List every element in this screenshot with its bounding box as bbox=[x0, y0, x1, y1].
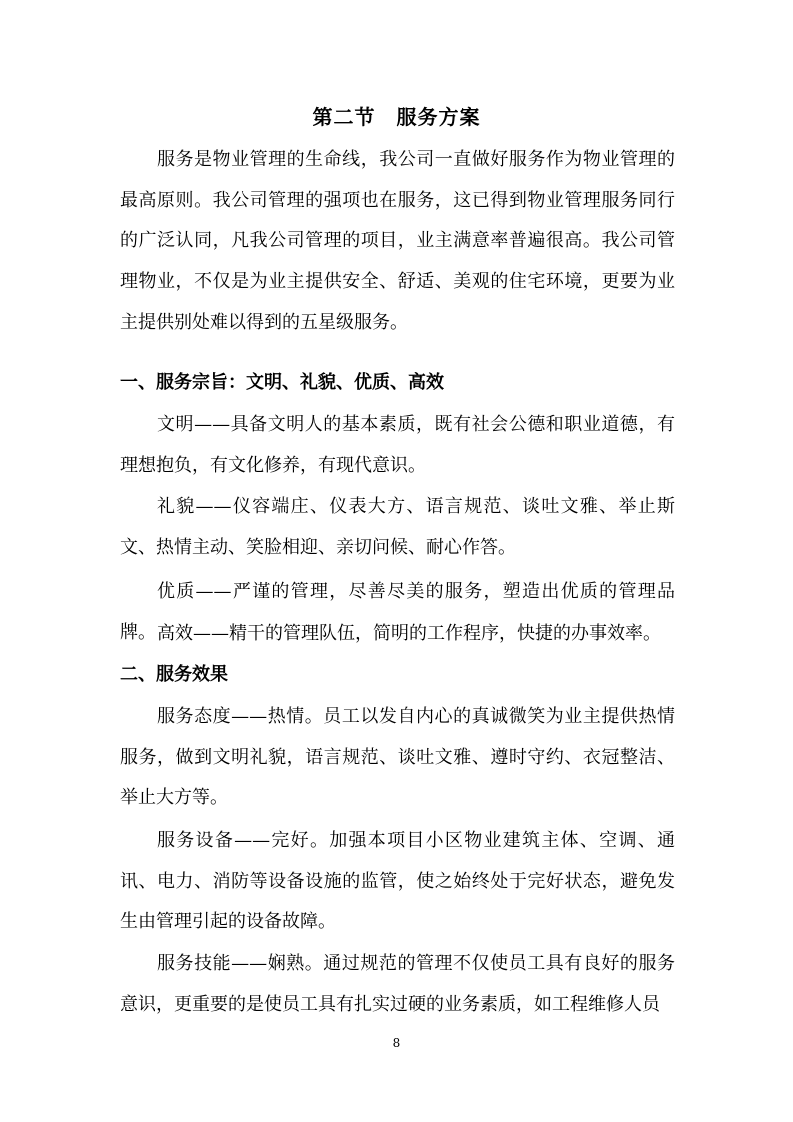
purpose-item-quality: 优质——严谨的管理，尽善尽美的服务，塑造出优质的管理品牌。 bbox=[120, 581, 675, 643]
section-heading-service-purpose: 一、服务宗旨：文明、礼貌、优质、高效 bbox=[120, 372, 444, 393]
effect-item-equipment: 服务设备——完好。加强本项目小区物业建筑主体、空调、通讯、电力、消防等设备设施的监管，使之始终处于完好状态，避免发生由管理引起的设备故障。 bbox=[120, 830, 675, 933]
effect-item-attitude: 服务态度——热情。员工以发自内心的真诚微笑为业主提供热情服务，做到文明礼貌，语言规范、谈吐文雅、遵时守约、衣冠整洁、举止大方等。 bbox=[120, 706, 675, 809]
purpose-item-civilized: 文明——具备文明人的基本素质，既有社会公德和职业道德，有理想抱负，有文化修养，有现代意识。 bbox=[120, 414, 675, 476]
page-number: 8 bbox=[392, 1036, 401, 1050]
effect-item-skills: 服务技能——娴熟。通过规范的管理不仅使员工具有良好的服务意识，更重要的是使员工具有扎实过硬的业务素质，如工程维修人员 bbox=[120, 953, 675, 1015]
page-title: 第二节 服务方案 bbox=[312, 105, 481, 129]
intro-paragraph: 服务是物业管理的生命线，我公司一直做好服务作为物业管理的最高原则。我公司管理的强项也在服务，这已得到物业管理服务同行的广泛认同，凡我公司管理的项目，业主满意率普遍很高。我公司管理物业，不仅是为业主提供安全、舒适、美观的住宅环境，更要为业主提供别处难以得到的五星级服务。 bbox=[120, 149, 675, 333]
section-heading-service-effect: 二、服务效果 bbox=[120, 664, 228, 685]
purpose-item-efficient: 高效——精干的管理队伍，简明的工作程序，快捷的办事效率。 bbox=[157, 623, 661, 644]
purpose-item-polite: 礼貌——仪容端庄、仪表大方、语言规范、谈吐文雅、举止斯文、热情主动、笑脸相迎、亲切问候、耐心作答。 bbox=[120, 496, 675, 558]
